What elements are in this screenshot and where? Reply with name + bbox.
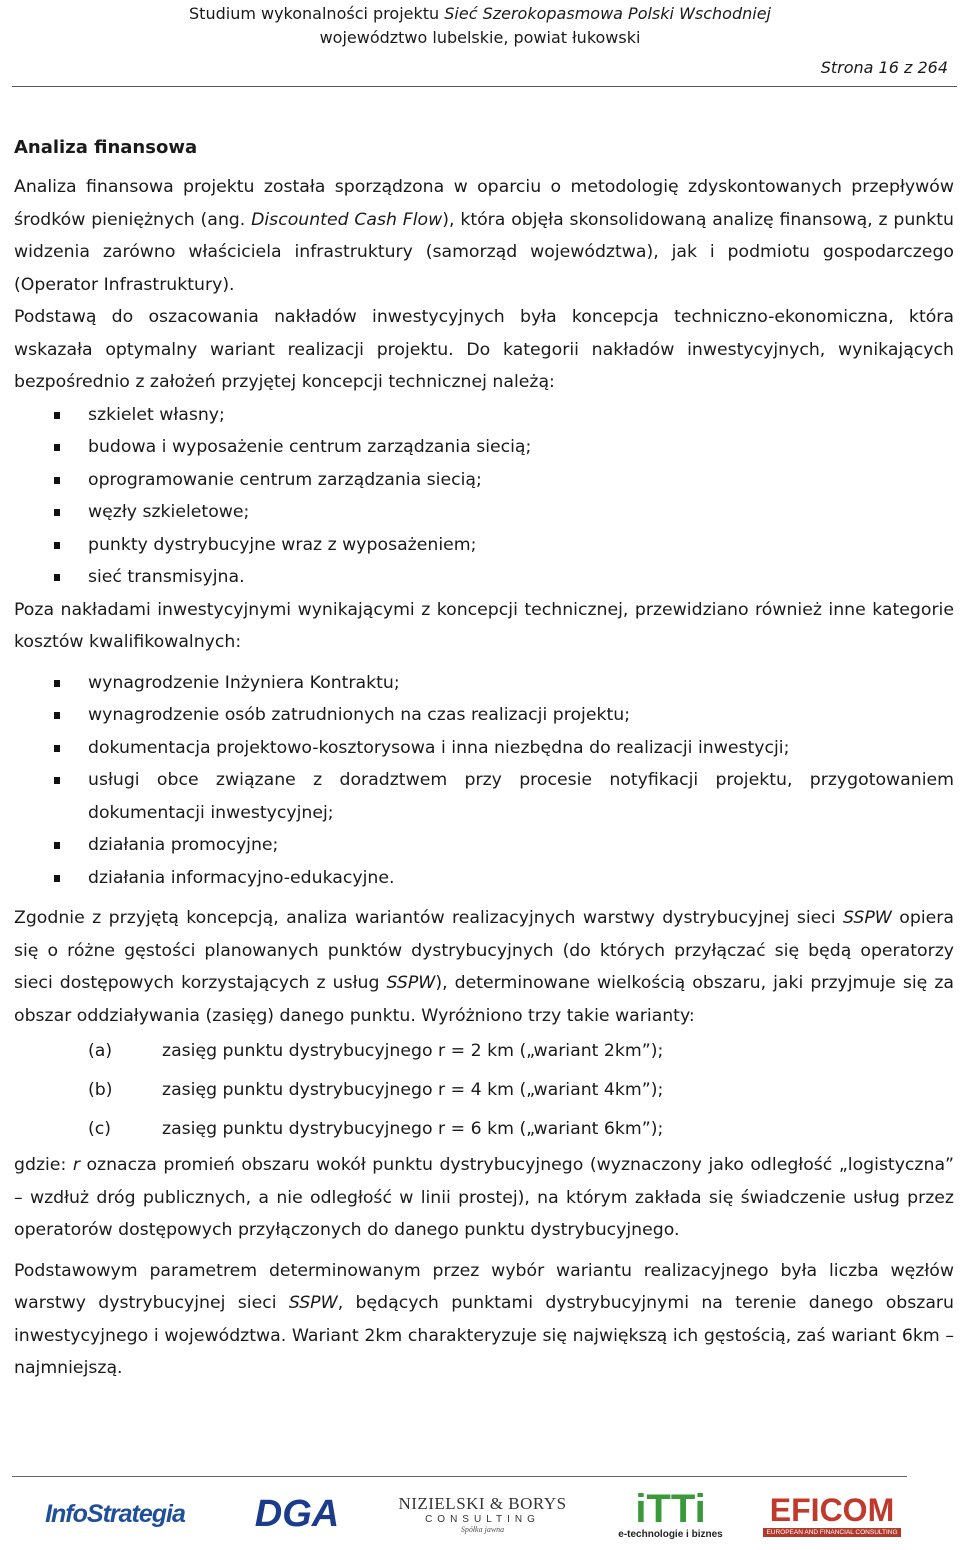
list-item: oprogramowanie centrum zarządzania siecią; — [14, 464, 954, 497]
variants-list — [14, 1032, 954, 1149]
eligible-costs-list — [14, 667, 954, 895]
variant-item: (a) zasięg punktu dystrybucyjnego r = 2 km („wariant 2km”); — [88, 1041, 664, 1061]
paragraph-parameter: Podstawowym parametrem determinowanym przez wybór wariantu realizacyjnego była liczba węzłów warstwy dystrybucyjnej sieci SSPW, będących punktami dystrybucyjnymi na terenie danego obszaru inwestycyjnego i województwa. Wariant 2km charakteryzuje się największą ich gęstością, zaś wariant 6km – najmniejszą. — [14, 1260, 954, 1378]
paragraph-radius-definition: gdzie: r oznacza promień obszaru wokół punktu dystrybucyjnego (wyznaczony jako odległość „logistyczna” – wzdłuż dróg publicznych, a nie odległość w linii prostej), na którym zakłada się świadczenie usług przez operatorów dostępowych przyłączonych do danego punktu dystrybucyjnego. — [14, 1155, 954, 1240]
variant-item: (b) zasięg punktu dystrybucyjnego r = 4 km („wariant 4km”); — [88, 1080, 664, 1100]
nizielski-borys-logo: NIZIELSKI & BORYS CONSULTING Spółka jawna — [398, 1494, 567, 1534]
page-number: Strona 16 z 264 — [820, 58, 948, 77]
header-project: Sieć Szerokopasmowa Polski Wschodniej — [444, 4, 771, 23]
list-item: działania informacyjno-edukacyjne. — [14, 862, 954, 895]
list-item: usługi obce związane z doradztwem przy procesie notyfikacji projektu, przygotowaniem dokumentacji inwestycyjnej; — [14, 764, 954, 829]
header-title: Studium wykonalności projektu Sieć Szerokopasmowa Polski Wschodniej — [189, 4, 771, 23]
footer-logos — [12, 1480, 957, 1548]
paragraph-intro: Analiza finansowa projektu została sporządzona w oparciu o metodologię zdyskontowanych przepływów środków pieniężnych (ang. Discounted Cash Flow), która objęła skonsolidowaną analizę finansową, z punktu widzenia zarówno właściciela infrastruktury (samorząd województwa), jak i podmiotu gospodarczego (Operator Infrastruktury). — [14, 177, 954, 295]
list-item: budowa i wyposażenie centrum zarządzania siecią; — [14, 431, 954, 464]
investment-categories-list — [14, 399, 954, 594]
paragraph-other-costs: Poza nakładami inwestycyjnymi wynikającymi z koncepcji technicznej, przewidziano również inne kategorie kosztów kwalifikowalnych: — [14, 599, 954, 652]
list-item: wynagrodzenie Inżyniera Kontraktu; — [14, 667, 954, 700]
dga-logo: DGA — [254, 1492, 340, 1535]
list-item: szkielet własny; — [14, 399, 954, 432]
itti-logo: iTTi e-technologie i biznes — [618, 1486, 723, 1540]
footer-rule — [12, 1476, 907, 1477]
eficom-logo: EFICOM EUROPEAN AND FINANCIAL CONSULTING — [757, 1480, 907, 1548]
section-heading: Analiza finansowa — [14, 137, 198, 158]
page-header — [0, 0, 960, 77]
list-item: działania promocyjne; — [14, 829, 954, 862]
list-item: węzły szkieletowe; — [14, 496, 954, 529]
document-body — [14, 130, 954, 1385]
list-item: sieć transmisyjna. — [14, 561, 954, 594]
list-item: dokumentacja projektowo-kosztorysowa i inna niezbędna do realizacji inwestycji; — [14, 732, 954, 765]
paragraph-basis: Podstawą do oszacowania nakładów inwestycyjnych była koncepcja techniczno-ekonomiczna, która wskazała optymalny wariant realizacji projektu. Do kategorii nakładów inwestycyjnych, wynikających bezpośrednio z założeń przyjętej koncepcji technicznej należą: — [14, 307, 954, 392]
list-item: wynagrodzenie osób zatrudnionych na czas realizacji projektu; — [14, 699, 954, 732]
infostrategia-logo: InfoStrategia — [45, 1499, 185, 1528]
paragraph-variants-intro: Zgodnie z przyjętą koncepcją, analiza wariantów realizacyjnych warstwy dystrybucyjnej sieci SSPW opiera się o różne gęstości planowanych punktów dystrybucyjnych (do których przyłączać się będą operatorzy sieci dostępowych korzystających z usług SSPW), determinowane wielkością obszaru, jaki przyjmuje się za obszar oddziaływania (zasięg) danego punktu. Wyróżniono trzy takie warianty: — [14, 908, 954, 1026]
list-item: punkty dystrybucyjne wraz z wyposażeniem; — [14, 529, 954, 562]
header-region: województwo lubelskie, powiat łukowski — [319, 28, 641, 47]
variant-item: (c) zasięg punktu dystrybucyjnego r = 6 km („wariant 6km”); — [88, 1119, 664, 1139]
header-rule — [12, 86, 957, 87]
